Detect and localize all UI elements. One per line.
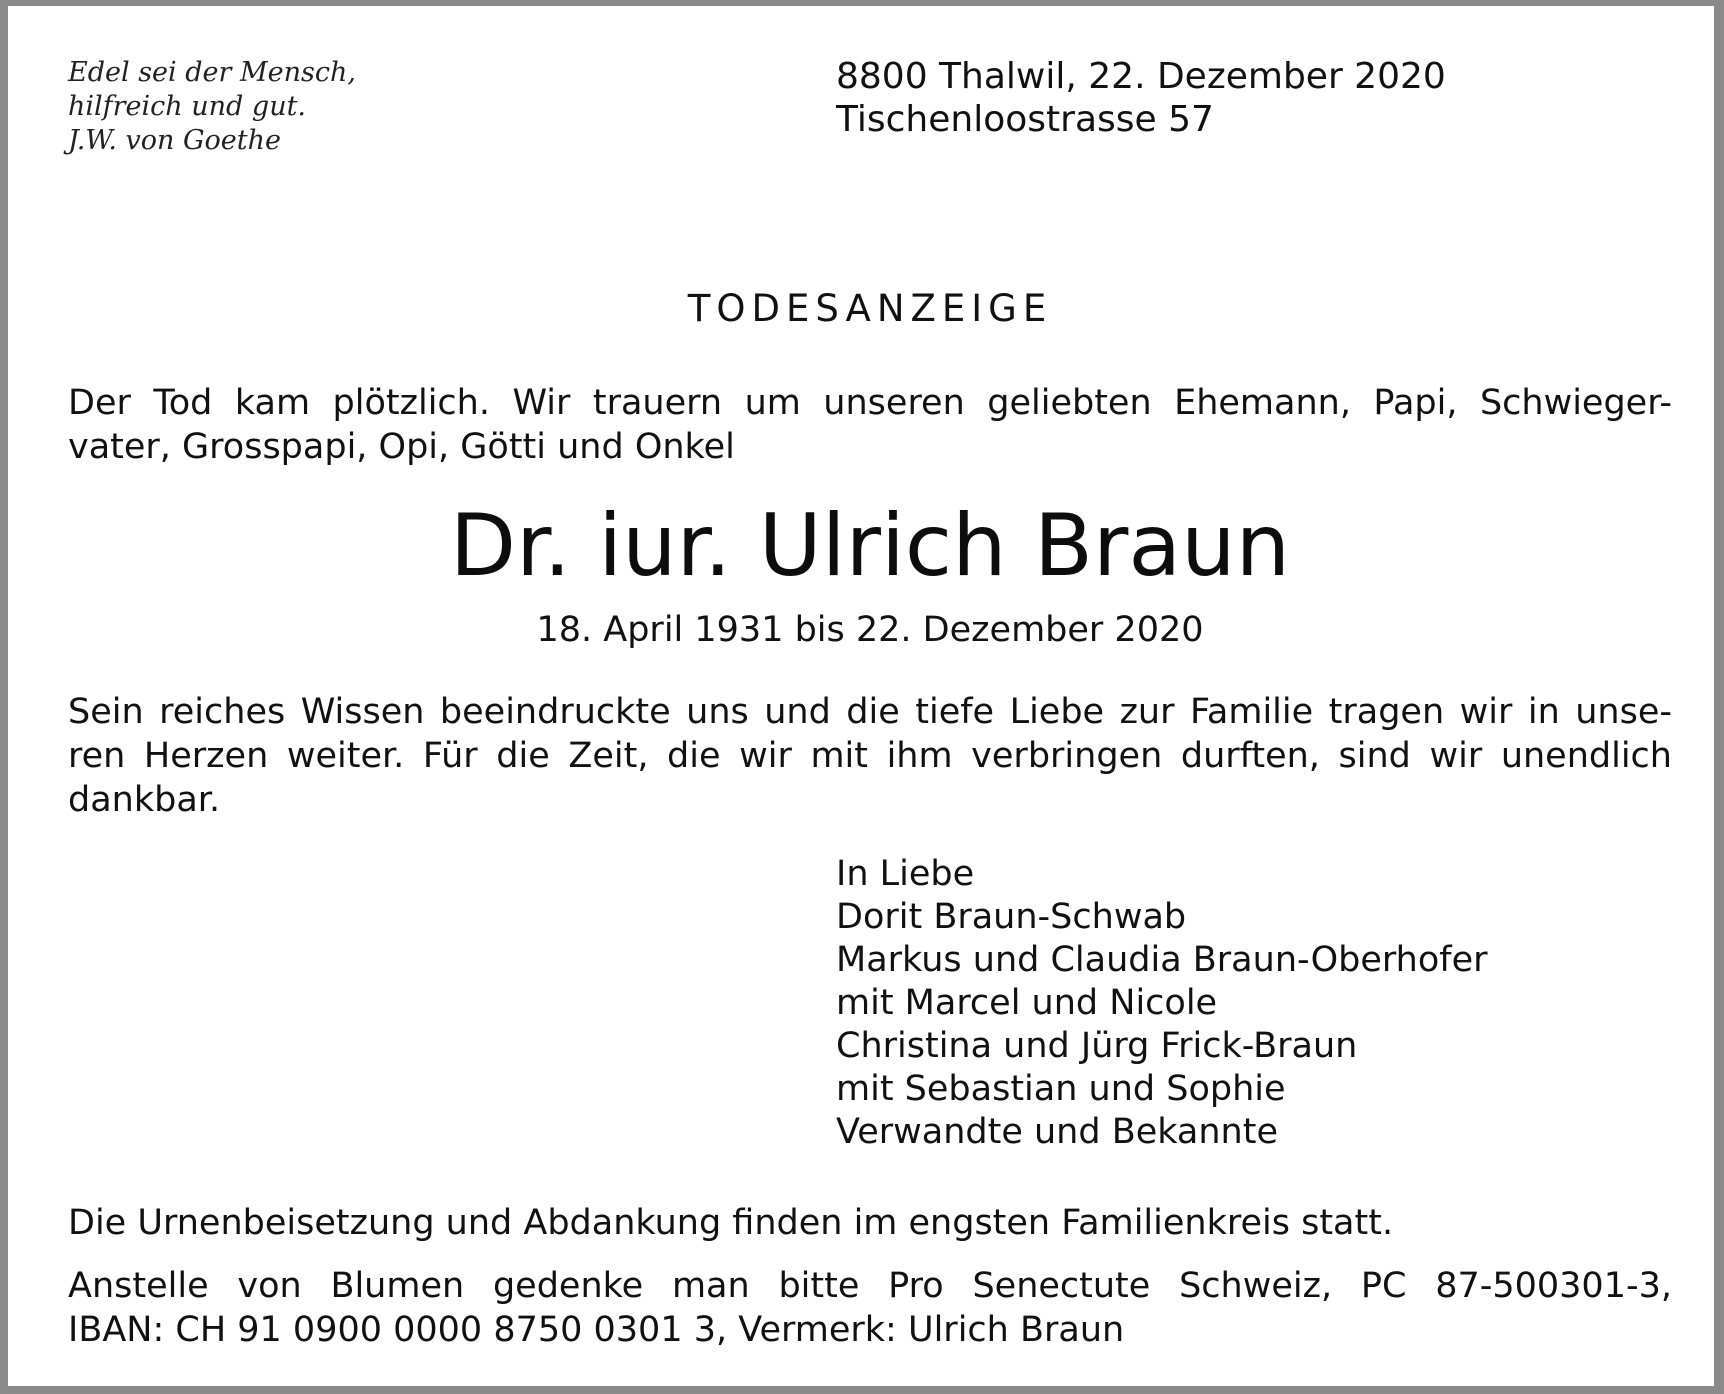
quote-author: J.W. von Goethe xyxy=(68,125,282,156)
city-date: 8800 Thalwil, 22. Dezember 2020 xyxy=(836,56,1446,97)
mourner-line: Verwandte und Bekannte xyxy=(836,1112,1278,1152)
mourner-line: Markus und Claudia Braun-Oberhofer xyxy=(836,940,1488,980)
tribute-line: Sein reiches Wissen beeindruckte uns und die tiefe Liebe zur Familie tragen wir in unse- xyxy=(68,692,1672,732)
quote-line: hilfreich und gut. xyxy=(68,91,307,122)
mourners-signature xyxy=(836,853,1488,1154)
quote-line: Edel sei der Mensch, xyxy=(68,57,356,88)
donation-line: Anstelle von Blumen gedenke man bitte Pro Senectute Schweiz, PC 87-500301-3, xyxy=(68,1266,1672,1306)
tribute-line: ren Herzen weiter. Für die Zeit, die wir mit ihm verbringen durften, sind wir unendlich xyxy=(68,736,1672,776)
mourner-line: mit Marcel und Nicole xyxy=(836,983,1218,1023)
intro-line: Der Tod kam plötzlich. Wir trauern um unseren geliebten Ehemann, Papi, Schwieger- xyxy=(68,383,1672,423)
intro-paragraph xyxy=(68,381,1672,469)
mourner-line: In Liebe xyxy=(836,854,975,894)
mourner-line: Christina und Jürg Frick-Braun xyxy=(836,1026,1358,1066)
deceased-name: Dr. iur. Ulrich Braun xyxy=(449,496,1291,596)
street-address: Tischenloostrasse 57 xyxy=(836,99,1214,140)
burial-notice xyxy=(68,1201,1672,1245)
tribute-paragraph xyxy=(68,690,1672,822)
life-dates: 18. April 1931 bis 22. Dezember 2020 xyxy=(536,610,1204,650)
goethe-quote xyxy=(68,56,356,158)
notice-heading: TODESANZEIGE xyxy=(687,287,1053,330)
place-and-date xyxy=(836,55,1446,141)
intro-line: vater, Grosspapi, Opi, Götti und Onkel xyxy=(68,427,735,467)
mourner-line: mit Sebastian und Sophie xyxy=(836,1069,1286,1109)
burial-line: Die Urnenbeisetzung und Abdankung finden im engsten Familienkreis statt. xyxy=(68,1203,1394,1243)
donation-notice xyxy=(68,1264,1672,1352)
mourner-line: Dorit Braun-Schwab xyxy=(836,897,1187,937)
tribute-line: dankbar. xyxy=(68,780,221,820)
donation-line: IBAN: CH 91 0900 0000 8750 0301 3, Vermerk: Ulrich Braun xyxy=(68,1310,1125,1350)
